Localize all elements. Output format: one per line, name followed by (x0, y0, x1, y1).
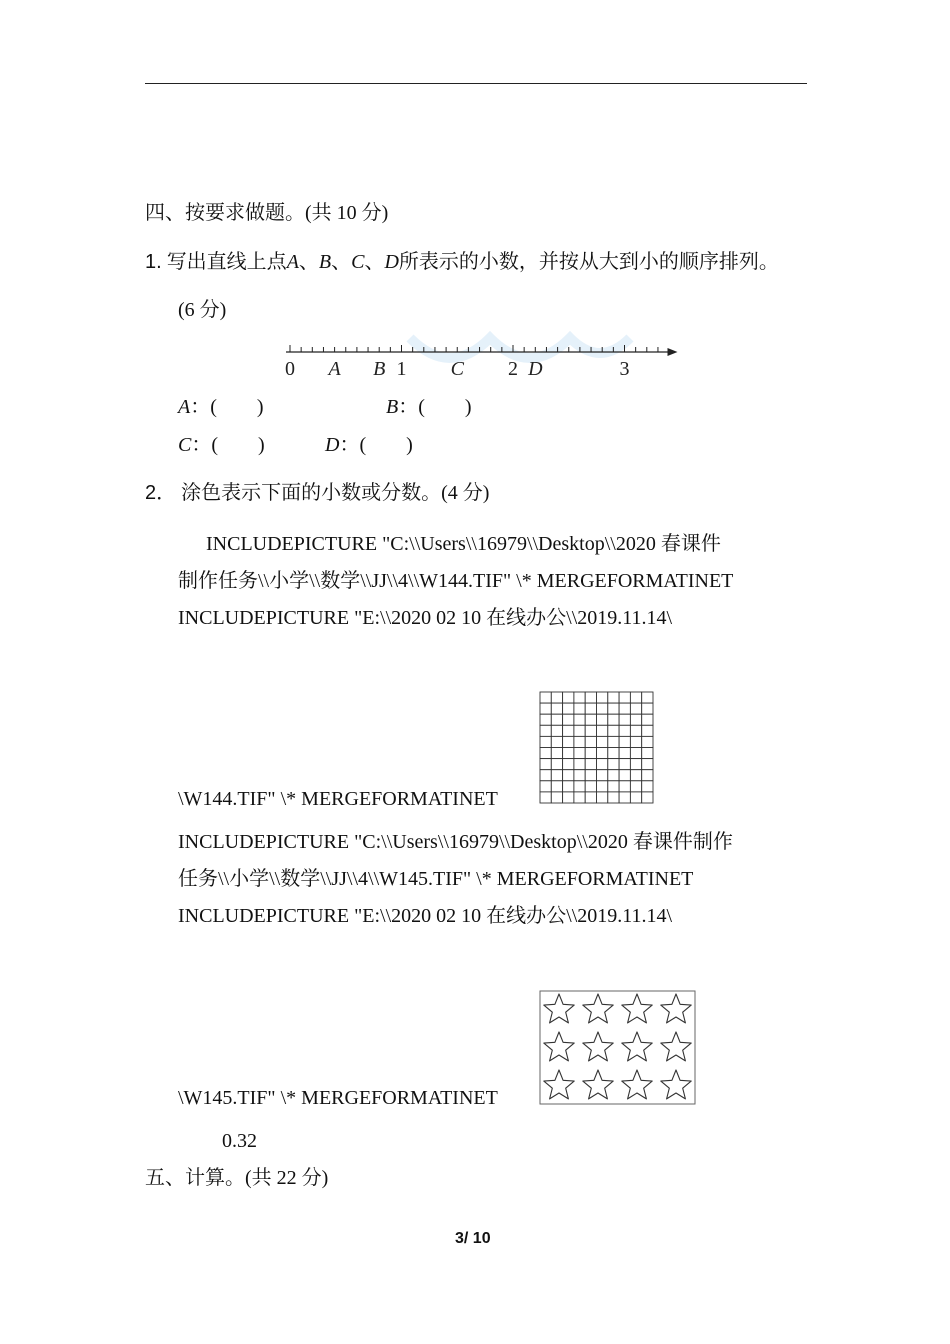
grid-cell[interactable] (574, 792, 585, 803)
grid-cell[interactable] (642, 736, 653, 747)
grid-cell[interactable] (619, 759, 630, 770)
grid-cell[interactable] (540, 736, 551, 747)
question-1-text-a: 写出直线上点 (166, 251, 287, 273)
grid-cell[interactable] (574, 748, 585, 759)
grid-cell[interactable] (597, 792, 608, 803)
grid-cell[interactable] (597, 759, 608, 770)
grid-cell[interactable] (619, 748, 630, 759)
grid-cell[interactable] (608, 781, 619, 792)
grid-cell[interactable] (642, 692, 653, 703)
grid-cell[interactable] (642, 703, 653, 714)
answer-a-label: A (178, 396, 191, 418)
grid-cell[interactable] (619, 692, 630, 703)
grid-cell[interactable] (563, 759, 574, 770)
grid-cell[interactable] (551, 725, 562, 736)
grid-cell[interactable] (619, 736, 630, 747)
watermark-shape (410, 338, 630, 358)
grid-cell[interactable] (619, 781, 630, 792)
colon: ： (190, 396, 211, 418)
point-d-label: D (384, 251, 399, 273)
grid-cell[interactable] (551, 692, 562, 703)
grid-cell[interactable] (551, 770, 562, 781)
section-5-title: 五、计算。(共 22 分) (145, 1167, 329, 1189)
number-line-number-label: 0 (285, 358, 295, 380)
grid-cell[interactable] (619, 792, 630, 803)
number-line-number-label: 2 (508, 358, 518, 380)
separator: 、 (331, 251, 352, 273)
grid-cell[interactable] (597, 736, 608, 747)
grid-cell[interactable] (608, 748, 619, 759)
include-2-line-1: INCLUDEPICTURE "C:\\Users\\16979\\Desktop\\2020 春课件制作 (178, 831, 733, 853)
grid-cell[interactable] (551, 714, 562, 725)
separator: 、 (298, 251, 319, 273)
grid-cell[interactable] (608, 736, 619, 747)
grid-cell[interactable] (630, 770, 641, 781)
grid-cell[interactable] (574, 725, 585, 736)
grid-cell[interactable] (597, 725, 608, 736)
grid-cell[interactable] (630, 714, 641, 725)
grid-cell[interactable] (642, 781, 653, 792)
grid-cell[interactable] (585, 736, 596, 747)
grid-cell[interactable] (608, 703, 619, 714)
grid-cell[interactable] (551, 792, 562, 803)
grid-cell[interactable] (551, 781, 562, 792)
question-1-score: (6 分) (178, 299, 227, 321)
grid-cell[interactable] (597, 703, 608, 714)
grid-cell[interactable] (630, 748, 641, 759)
colon: ： (339, 434, 360, 456)
grid-cell[interactable] (619, 725, 630, 736)
grid-cell[interactable] (563, 770, 574, 781)
grid-cell[interactable] (597, 781, 608, 792)
point-c-label: C (351, 251, 365, 273)
grid-cell[interactable] (563, 792, 574, 803)
number-line-arrow (668, 348, 678, 356)
grid-cell[interactable] (563, 781, 574, 792)
grid-cell[interactable] (630, 703, 641, 714)
answer-d-blank[interactable]: ( ) (359, 434, 413, 456)
grid-cell[interactable] (630, 736, 641, 747)
answer-a (178, 395, 264, 419)
answer-d (325, 433, 413, 457)
include-1-line-4: \W144.TIF" \* MERGEFORMATINET (178, 788, 498, 810)
grid-cell[interactable] (608, 770, 619, 781)
grid-cell[interactable] (585, 770, 596, 781)
grid-cell[interactable] (585, 703, 596, 714)
grid-cell[interactable] (585, 692, 596, 703)
grid-cell[interactable] (642, 725, 653, 736)
number-line-number-label: 1 (396, 358, 407, 380)
grid-cell[interactable] (551, 736, 562, 747)
grid-cell[interactable] (608, 714, 619, 725)
grid-cell[interactable] (563, 703, 574, 714)
grid-cell[interactable] (585, 748, 596, 759)
grid-cell[interactable] (642, 748, 653, 759)
answer-c-label: C (178, 434, 192, 456)
grid-cell[interactable] (597, 692, 608, 703)
grid-cell[interactable] (585, 781, 596, 792)
answer-b-label: B (386, 396, 399, 418)
grid-cell[interactable] (642, 759, 653, 770)
grid-cell[interactable] (551, 759, 562, 770)
include-2-line-3: INCLUDEPICTURE "E:\\2020 02 10 在线办公\\2019.11.14\ (178, 905, 673, 927)
grid-cell[interactable] (630, 781, 641, 792)
question-2-number: 2． (145, 482, 177, 504)
question-1-text-b: 所表示的小数，并按从大到小的顺序排列。 (398, 251, 779, 273)
grid-cell[interactable] (608, 725, 619, 736)
grid-cell[interactable] (563, 714, 574, 725)
number-line-point-d: D (528, 358, 543, 380)
answer-c (178, 433, 265, 457)
answer-d-label: D (325, 434, 340, 456)
grid-cell[interactable] (540, 792, 551, 803)
grid-cell[interactable] (585, 725, 596, 736)
grid-cell[interactable] (619, 714, 630, 725)
question-1 (145, 250, 779, 274)
include-1-line-2: 制作任务\\小学\\数学\\JJ\\4\\W144.TIF" \* MERGEFORMATINET (178, 570, 734, 592)
include-2-line-2: 任务\\小学\\数学\\JJ\\4\\W145.TIF" \* MERGEFORMATINET (178, 868, 694, 890)
grid-cell[interactable] (563, 736, 574, 747)
point-a-label: A (286, 251, 299, 273)
grid-cell[interactable] (585, 759, 596, 770)
grid-cell[interactable] (630, 692, 641, 703)
grid-cell[interactable] (563, 748, 574, 759)
grid-cell[interactable] (642, 770, 653, 781)
grid-cell[interactable] (597, 770, 608, 781)
hundred-grid[interactable] (539, 690, 657, 806)
grid-cell[interactable] (540, 714, 551, 725)
header-rule (145, 83, 807, 84)
grid-cell[interactable] (540, 770, 551, 781)
grid-cell[interactable] (619, 703, 630, 714)
answer-a-blank[interactable]: ( ) (210, 396, 264, 418)
grid-cell[interactable] (642, 792, 653, 803)
grid-cell[interactable] (619, 770, 630, 781)
grid-cell[interactable] (597, 748, 608, 759)
grid-cell[interactable] (642, 714, 653, 725)
grid-cell[interactable] (630, 792, 641, 803)
answer-b (386, 395, 472, 419)
number-line-point-b: B (373, 358, 386, 380)
include-2-line-4: \W145.TIF" \* MERGEFORMATINET (178, 1087, 498, 1109)
number-line-point-c: C (450, 358, 464, 380)
section-4-title: 四、按要求做题。(共 10 分) (145, 202, 389, 224)
grid-cell[interactable] (608, 692, 619, 703)
grid-cell[interactable] (574, 703, 585, 714)
grid-cell[interactable] (585, 792, 596, 803)
question-2-text: 涂色表示下面的小数或分数。(4 分) (181, 482, 490, 504)
stars-figure[interactable] (539, 990, 697, 1106)
answer-b-blank[interactable]: ( ) (418, 396, 472, 418)
grid-cell[interactable] (608, 792, 619, 803)
question-1-number: 1. (145, 251, 162, 273)
grid-cell[interactable] (540, 703, 551, 714)
separator: 、 (364, 251, 385, 273)
watermark (410, 338, 630, 358)
decimal-caption: 0.32 (222, 1130, 257, 1152)
include-1-line-1: INCLUDEPICTURE "C:\\Users\\16979\\Desktop\\2020 春课件 (206, 533, 721, 555)
grid-cell[interactable] (630, 725, 641, 736)
number-line-number-label: 3 (619, 358, 630, 380)
grid-cell[interactable] (540, 725, 551, 736)
grid-cell[interactable] (551, 748, 562, 759)
include-1-line-3: INCLUDEPICTURE "E:\\2020 02 10 在线办公\\2019.11.14\ (178, 607, 673, 629)
grid-cell[interactable] (563, 725, 574, 736)
grid-cell[interactable] (608, 759, 619, 770)
colon: ： (398, 396, 419, 418)
colon: ： (191, 434, 212, 456)
grid-cell[interactable] (574, 781, 585, 792)
grid-cell[interactable] (540, 748, 551, 759)
grid-cell[interactable] (630, 759, 641, 770)
grid-cell[interactable] (574, 714, 585, 725)
grid-cell[interactable] (574, 736, 585, 747)
page-number: 3/ 10 (455, 1230, 491, 1247)
grid-cell[interactable] (540, 781, 551, 792)
grid-cell[interactable] (540, 759, 551, 770)
grid-cell[interactable] (574, 770, 585, 781)
grid-cell[interactable] (574, 759, 585, 770)
grid-cell[interactable] (540, 692, 551, 703)
number-line-point-a: A (328, 358, 341, 380)
grid-cell[interactable] (574, 692, 585, 703)
grid-cell[interactable] (597, 714, 608, 725)
point-b-label: B (318, 251, 332, 273)
grid-cell[interactable] (563, 692, 574, 703)
grid-cell[interactable] (551, 703, 562, 714)
question-2 (145, 481, 489, 505)
grid-cell[interactable] (585, 714, 596, 725)
answer-c-blank[interactable]: ( ) (211, 434, 265, 456)
